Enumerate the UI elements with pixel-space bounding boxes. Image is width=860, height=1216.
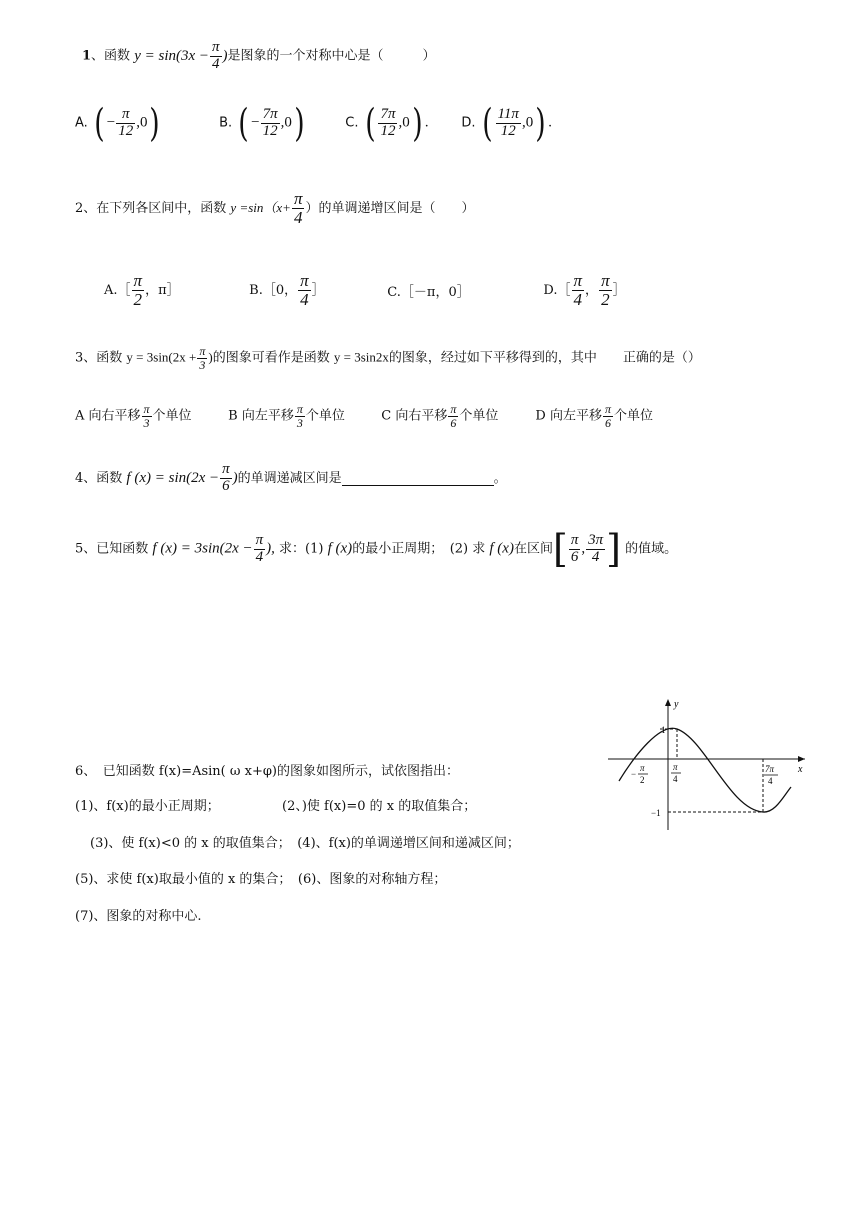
question-6-intro: 6、 已知函数 f(x)=Asin( ω x+φ)的图象如图所示，试依图指出： — [75, 764, 460, 779]
question-1-number: 1 — [82, 48, 92, 64]
svg-text:4: 4 — [768, 776, 773, 786]
svg-text:2: 2 — [640, 775, 645, 785]
svg-text:π: π — [640, 763, 645, 773]
option-a: A 向右平移 $\frac{\pi}{3}$ 个单位 — [75, 402, 192, 430]
y-axis-label: y — [674, 699, 679, 710]
question-3-options — [75, 403, 653, 429]
question-1-options — [75, 101, 553, 145]
tick-label-pi-over-4 — [671, 762, 681, 784]
x-axis-arrow — [798, 756, 805, 762]
answer-blank[interactable] — [342, 471, 494, 486]
y-max-label: 1 — [661, 725, 666, 735]
question-3: 3、函数 y = 3sin(2x + $\frac{\pi}{3}$ )的图象可看作是函数 y = 3sin2x的图象，经过如下平移得到的，其中 正确的是（） — [75, 344, 701, 372]
option-c: C. ( $\frac{7\pi}{12}$ ,0) . — [345, 101, 429, 145]
question-6-item-7: (7)、图象的对称中心. — [75, 909, 202, 924]
option-a: A. ( − $\frac{\pi}{12}$ ,0) — [75, 101, 161, 145]
svg-text:4: 4 — [673, 774, 678, 784]
option-d: D. ( $\frac{11\pi}{12}$ ,0) . — [461, 101, 553, 145]
question-6-item-1: (1)、f(x)的最小正周期； — [75, 799, 220, 814]
svg-text:π: π — [673, 762, 678, 772]
question-6-items-3-4: (3)、使 f(x)<0 的 x 的取值集合； (4)、f(x)的单调递增区间和递减区间； — [90, 836, 520, 851]
option-d: D 向左平移 $\frac{\pi}{6}$ 个单位 — [535, 402, 654, 430]
question-5: 5、已知函数 f (x) = 3sin(2x − $\frac{\pi}{4}$ ), 求：(1) f (x)的最小正周期； (2) 求 f (x)在区间[ $\frac{\pi}{6}$ , $\frac{3\pi}{4}$ ] 的值域。 — [75, 527, 678, 571]
y-axis-arrow — [665, 699, 671, 706]
sine-graph — [605, 695, 810, 835]
option-a: A.［ $\frac{\pi}{2}$ ，π］ — [104, 271, 180, 309]
question-1: 1、函数 y = sin(3x − $\frac{\pi}{4}$ )是图象的一个对称中心是（ ） — [82, 39, 436, 72]
option-c: C.［－π，0］ — [387, 284, 470, 300]
option-c: C 向右平移 $\frac{\pi}{6}$ 个单位 — [381, 402, 499, 430]
x-axis-label: x — [798, 764, 803, 775]
question-6-items-5-6: (5)、求使 f(x)取最小值的 x 的集合； (6)、图象的对称轴方程； — [75, 872, 447, 887]
question-2: 2、在下列各区间中，函数 y =sin（x+ $\frac{\pi}{4}$ ）的单调递增区间是（ ） — [75, 189, 475, 227]
svg-text:7π: 7π — [765, 764, 775, 774]
svg-text:−: − — [631, 769, 637, 779]
question-6-item-2: (2、)使 f(x)=0 的 x 的取值集合； — [282, 799, 477, 814]
question-2-options — [104, 272, 626, 309]
tick-label-neg-pi-over-2 — [631, 763, 648, 785]
tick-label-7pi-over-4 — [764, 764, 778, 786]
question-4: 4、函数 f (x) = sin(2x − $\frac{\pi}{6}$ )的单调递减区间是 。 — [75, 461, 507, 494]
fraction: $\frac{\pi}{4}$ — [293, 189, 303, 227]
y-min-label: −1 — [651, 808, 661, 818]
option-d: D.［ $\frac{\pi}{4}$ ， $\frac{\pi}{2}$ ］ — [543, 271, 626, 309]
option-b: B 向左平移 $\frac{\pi}{3}$ 个单位 — [228, 402, 345, 430]
option-b: B.［0， $\frac{\pi}{4}$ ］ — [249, 271, 325, 309]
option-b: B. ( − $\frac{7\pi}{12}$ ,0) — [219, 101, 305, 145]
question-1-formula: y = sin(3x − $\frac{\pi}{4}$ ) — [134, 39, 228, 72]
fraction: $\frac{\pi}{4}$ — [212, 39, 220, 72]
